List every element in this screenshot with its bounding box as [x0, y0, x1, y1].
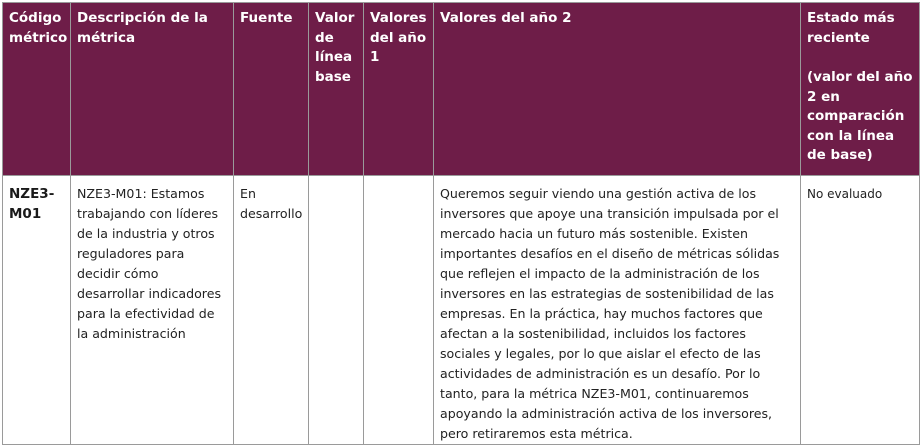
header-source: Fuente: [234, 3, 309, 176]
metric-year1: [364, 176, 434, 445]
header-status-note: (valor del año 2 en comparación con la línea de base): [807, 69, 913, 163]
table-row: [3, 176, 920, 445]
header-code: Código métrico: [3, 3, 71, 176]
metric-baseline: [309, 176, 364, 445]
header-baseline: Valor de línea base: [309, 3, 364, 176]
header-description: Descripción de la métrica: [71, 3, 234, 176]
metric-status: No evaluado: [801, 176, 920, 445]
header-status: Estado más reciente: [807, 10, 895, 46]
metric-description: NZE3-M01: Estamos trabajando con líderes de la industria y otros reguladores para decidir cómo desarrollar indicadores para la efectividad de la administración: [71, 176, 234, 445]
header-year2: Valores del año 2: [434, 3, 801, 176]
header-status-cell: [801, 3, 920, 176]
metric-source: En desarrollo: [234, 176, 309, 445]
metric-code: NZE3-M01: [3, 176, 71, 445]
metric-year2: Queremos seguir viendo una gestión activa de los inversores que apoye una transición impulsada por el mercado hacia un futuro más sostenible. Existen importantes desafíos en el diseño de métricas sólidas que reflejen el impacto de la administración de los inversores en las estrategias de sostenibilidad de las empresas. En la práctica, hay muchos factores que afectan a la sostenibilidad, incluidos los factores sociales y legales, por lo que aislar el efecto de las actividades de administración es un desafío. Por lo tanto, para la métrica NZE3-M01, continuaremos apoyando la administración activa de los inversores, pero retiraremos esta métrica.: [434, 176, 801, 445]
header-row: [3, 3, 920, 176]
header-year1: Valores del año 1: [364, 3, 434, 176]
metrics-table: [2, 2, 920, 445]
